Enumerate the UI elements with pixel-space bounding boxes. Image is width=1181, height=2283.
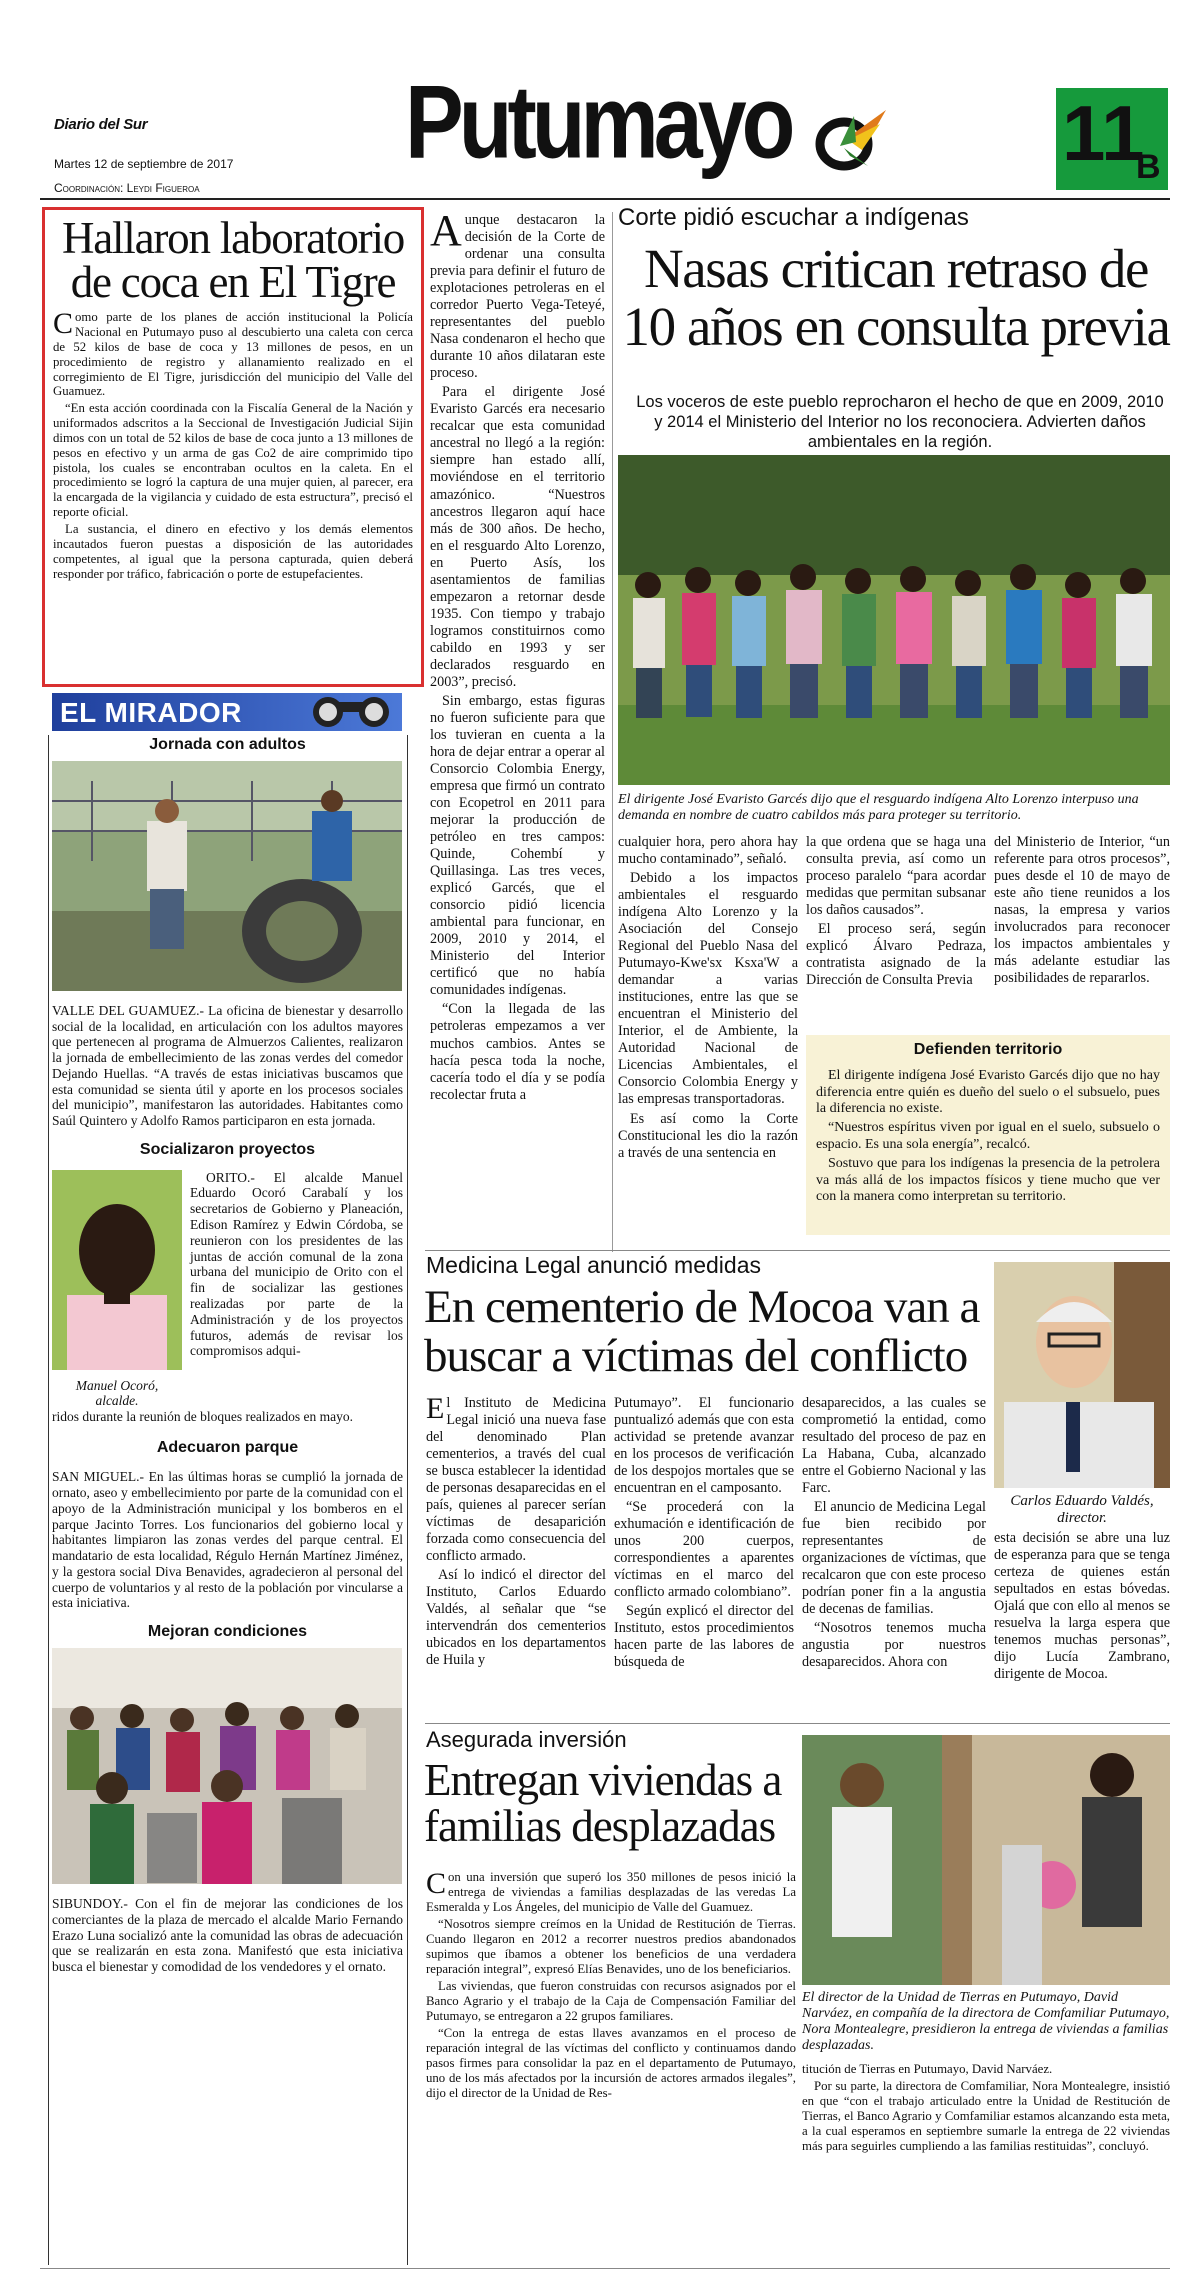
mocoa-column-2 [614,1395,794,1674]
mejoran-heading: Mejoran condiciones [147,1623,308,1641]
viviendas-headline: Entregan viviendas a familias desplazadas [424,1755,782,1851]
nasas-column-3 [806,834,986,991]
mejoran-text: SIBUNDOY.- Con el fin de mejorar las condiciones de los comerciantes de la plaza de mercado el alcalde Mario Fernando Erazo Luna socializó ante la comunidad las obras de adecuación que se realizarán en esta zona. Manifestó que esta iniciativa busca el bienestar y comodidad de los vendedores y el ornato. [52,1895,403,1975]
jornada-photo [52,761,402,991]
nasas-c1-p2: Para el dirigente José Evaristo Garcés era necesario recalcar que esta comunidad ancestral no llegó a la región: siempre han estado allí, moviéndose en el territorio amazónico. “Nuestros ancestros llegaron aquí hace más de 300 años. De hecho, en el resguardo Alto Lorenzo, en Puerto Asís, los asentamientos de familias empezaron a retornar desde 1935. Con tiempo y trabajo logramos constituirnos como cabildo en 1993 y ser declarados resguardo en 2003”, precisó. [430,384,605,690]
nasas-c2-p1: cualquier hora, pero ahora hay mucho contaminado”, señaló. [618,834,798,868]
mocoa-c4-p1: esta decisión se abre una luz de esperanza para que se tenga certeza de quienes están sepultados en estas bóvedas. Ojalá que con ello al menos se resuelva la larga espera que tenemos muchas personas”, dijo Lucía Zambrano, dirigente de Mocoa. [994,1530,1170,1683]
mocoa-c1-p2: Así lo indicó el director del Instituto, Carlos Eduardo Valdés, al señalar que “se intervendrán dos cementerios ubicados en los departamentos de Huila y [426,1567,606,1669]
mocoa-column-1 [426,1392,606,1672]
ocoro-caption: Manuel Ocoró, alcalde. [75,1377,159,1409]
tigre-paragraph-2: “En esta acción coordinada con la Fiscalía General de la Nación y uniformados adscritos a la Seccional de Investigación Judicial Sijin dimos con un total de 52 kilos de base de coca junto a 13 millones de pesos en efectivo y un arma de gas Co2 de aire comprimido tipo pistola, los cuales se encontraban ocultos en la caleta. En el procedimiento se logró la captura de una mujer quien, al parecer, era la encargada de la vigilancia y cuidado de esta estructura”, precisó el reporte oficial. [53,401,413,520]
viviendas-c1-p3: Las viviendas, que fueron construidas con recursos asignados por el Banco Agrario y el trabajo de la Caja de Compensación Familiar del Putumayo, se entregaron a 22 grupos familiares. [426,1978,796,2023]
nasas-c3-p2: El proceso será, según explicó Álvaro Pedraza, contratista asignado de la Dirección de Consulta Previa [806,921,986,989]
tigre-paragraph-3: La sustancia, el dinero en efectivo y los demás elementos incautados fueron puestas a disposición de las autoridades competentes, al igual que la persona capturada, quien deberá responder por tráfico, fabricación o porte de estupefacientes. [53,522,413,581]
territorio-heading: Defienden territorio [913,1041,1063,1058]
tigre-paragraph-1: Como parte de los planes de acción institucional la Policía Nacional en Putumayo puso al descubierto una caleta con cerca de 52 kilos de base de coca y 13 millones de pesos, en un procedimiento de registro y allanamiento realizado en el corregimiento de El Tigre, jurisdicción del municipio del Valle del Guamuez. [53,307,413,399]
mocoa-c3-p3: “Nosotros tenemos mucha angustia por nuestros desaparecidos. Ahora con [802,1620,986,1671]
jornada-text: VALLE DEL GUAMUEZ.- La oficina de bienestar y desarrollo social de la localidad, en articulación con los adultos mayores que pertenecen al programa de Almuerzos Calientes, realizaron la jornada de embellecimiento de las zonas verdes del comedor Dejando Huellas. “A través de estas iniciativas buscamos que esta comunidad se sienta útil y aporte en los procesos sociales del municipio”, manifestaron las autoridades. Habitantes como Saúl Quintero y Adolfo Ramos participaron en esta jornada. [52,1002,403,1129]
viviendas-c1-p2: “Nosotros siempre creímos en la Unidad de Restitución de Tierras. Cuando llegaron en 2012 a recorrer nuestros predios abandonados supimos que íbamos a obtener los beneficios de una verdadera reparación integral”, expresó Elías Benavides, uno de los beneficiarios. [426,1916,796,1976]
page-number: 11 [1062,89,1145,177]
viviendas-photo [802,1735,1170,1985]
nasas-c1-p1: Aunque destacaron la decisión de la Corte de ordenar una consulta previa para definir el futuro de explotaciones petroleras en el corredor Puerto Vega-Teteyé, representantes del pueblo Nasa condenaron el hecho que durante 10 años dilataran este proceso. [430,206,605,382]
nasas-c1-p3: Sin embargo, estas figuras no fueron suficiente para que los tuvieran en cuenta a la hora de dejar entrar a operar al Consorcio Colombia Energy, empresa que firmó un contrato con Ecopetrol en 2011 para mejorar la producción de petróleo en tres campos: Quinde, Cohembí y Quillasinga. Las tres veces, explicó Garcés, que el consorcio pidió licencia ambiental para funcionar, en 2009, 2010 y 2014, el Ministerio del Interior certificó que no había comunidades indígenas. [430,692,605,999]
tigre-article [42,207,424,687]
viviendas-caption: El director de la Unidad de Tierras en Putumayo, David Narváez, en compañía de la directora de Comfamiliar Putumayo, Nora Montealegre, presidieron la entrega de viviendas a familias desplazadas. [802,1990,1170,2054]
section-title: Putumayo [405,62,791,180]
binoculars-icon [308,696,396,728]
socializaron-text: ORITO.- El alcalde Manuel Eduardo Ocoró Carabalí y los secretarios de Gobierno y Planeación, Edison Ramírez y Edwin Córdoba, se reunieron con los presidentes de las juntas de acción comunal de la zona urbana del municipio de Orito con el fin de socializar las gestiones realizadas por parte de la Administración y de los proyectos futuros, además de revisar los compromisos adqui- [190,1169,403,1359]
paper-name: Diario del Sur [54,116,148,133]
adecuaron-text: SAN MIGUEL.- En las últimas horas se cumplió la jornada de ornato, aseo y embellecimiento por parte de la comunidad con el apoyo de la Administración municipal y los bomberos en el parque Jacinto Torres. Los funcionarios del gobierno local y habitantes limpiaron las zonas verdes del parque central. El mandatario de esta localidad, Régulo Hernán Martínez Jiménez, y la gestora social Diva Benavides, agradecieron al personal del cuerpo de voluntarios y al resto de la población por vincularse a esta iniciativa. [52,1469,403,1611]
socializaron-heading: Socializaron proyectos [139,1140,316,1158]
mirador-title: EL MIRADOR [60,697,242,728]
nasas-caption: El dirigente José Evaristo Garcés dijo que el resguardo indígena Alto Lorenzo interpuso una demanda en nombre de cuatro cabildos más para proteger su territorio. [618,792,1139,824]
page-letter: B [1136,148,1161,186]
mirador-right-rule [407,735,408,2265]
mocoa-c2-p3: Según explicó el director del Instituto, estos procedimientos hacen parte de las labores de búsqueda de [614,1603,794,1671]
viviendas-column-2 [802,2062,1170,2156]
viviendas-kicker: Asegurada inversión [426,1727,627,1752]
nasas-c2-p3: Es así como la Corte Constitucional les dio la razón a través de una sentencia en [618,1110,798,1161]
nasas-column-1 [430,206,605,1106]
nasas-col-rule [612,212,613,1252]
header-rule [40,198,1170,200]
territorio-box [806,1035,1170,1235]
nasas-column-4 [994,834,1170,989]
flower-logo-icon [810,96,890,186]
tigre-headline: Hallaron laboratorio de coca en El Tigre [61,213,405,308]
mocoa-headline: En cementerio de Mocoa van a buscar a víctimas del conflicto [424,1281,980,1383]
mocoa-column-4 [994,1530,1170,1685]
territorio-p2: “Nuestros espíritus viven por igual en el suelo, subsuelo o espacio. Es una sola energía”, recalcó. [816,1120,1160,1152]
coordination: Coordinación: Leydi Figueroa [54,181,200,195]
mirador-banner [52,693,402,731]
page-bottom-rule [40,2268,1170,2269]
mocoa-top-rule [425,1250,1170,1251]
socializaron-text-end: ridos durante la reunión de bloques realizados en mayo. [52,1408,354,1424]
mocoa-c2-p2: “Se procederá con la exhumación e identificación de unos 200 cuerpos, correspondientes a aparentes víctimas en el marco del conflicto armado colombiano”. [614,1499,794,1601]
viviendas-c1-p1: Con una inversión que superó los 350 millones de pesos inició la entrega de viviendas a familias desplazadas de las veredas La Esmeralda y Los Ángeles, del municipio de Valle del Guamuez. [426,1867,796,1914]
nasas-photo [618,455,1170,785]
ocoro-photo [52,1170,182,1370]
nasas-c1-p4: “Con la llegada de las petroleras empezamos a ver muchos cambios. Antes se hacía pesca toda la noche, cacería todo el día y se podía recolectar fruta a [430,1001,605,1103]
nasas-headline: Nasas critican retraso de 10 años en consulta previa [622,238,1170,357]
nasas-kicker: Corte pidió escuchar a indígenas [618,204,969,231]
page-number-badge [1056,88,1168,190]
nasas-subtitle: Los voceros de este pueblo reprocharon el hecho de que en 2009, 2010 y 2014 el Ministerio del Interior no los reconociera. Advierten daños ambientales en la región. [636,393,1164,452]
valdes-photo [994,1262,1170,1488]
mocoa-column-3 [802,1395,986,1674]
mirador-column [52,736,403,1977]
nasas-column-2 [618,834,798,1164]
mocoa-c3-p1: desaparecidos, a las cuales se comprometió la entidad, como resultado del proceso de paz en La Habana, Cuba, alcanzado entre el Gobierno Nacional y las Farc. [802,1395,986,1497]
jornada-heading: Jornada con adultos [149,736,306,753]
viviendas-column-1 [426,1867,796,2103]
territorio-p1: El dirigente indígena José Evaristo Garcés dijo que no hay diferencia entre quién es dueño del suelo o el subsuelo, pues la diferencia no existe. [816,1067,1160,1117]
mocoa-kicker: Medicina Legal anunció medidas [426,1252,761,1278]
viviendas-c1-p4: “Con la entrega de estas llaves avanzamos en el proceso de reparación integral de las víctimas del conflicto y continuamos dando pasos firmes para consolidar la paz en el departamento de Putumayo, uno de los más afectados por la incursión de actores armados ilegales”, dijo el director de la Unidad de Res- [426,2025,796,2100]
mocoa-c3-p2: El anuncio de Medicina Legal fue bien recibido por representantes de organizaciones de víctimas, que recalcaron que con este proceso podrían poner fin a la angustia de decenas de familias. [802,1499,986,1618]
masthead [0,0,1181,205]
mocoa-c2-p1: Putumayo”. El funcionario puntualizó además que con esta actividad se pretende avanzar en los procesos de verificación de los despojos mortales que se encuentran en el camposanto. [614,1395,794,1497]
mirador-left-rule [48,735,49,2265]
adecuaron-heading: Adecuaron parque [156,1438,299,1456]
viviendas-c2-p2: Por su parte, la directora de Comfamiliar, Nora Montealegre, insistió en que “con el trabajo articulado entre la Unidad de Restitución de Tierras, el Banco Agrario y Comfamiliar estamos alcanzando esta meta, a la cual esperamos en septiembre sumarle la entrega de 22 viviendas más para seguirles cumpliendo a las familias restituidas”, concluyó. [802,2078,1170,2153]
territorio-p3: Sostuvo que para los indígenas la presencia de la petrolera va más allá de los impactos físicos y tiene mucho que ver con la manera como interpretan su territorio. [816,1155,1160,1205]
viviendas-c2-p1: titución de Tierras en Putumayo, David Narváez. [802,2062,1053,2076]
nasas-c3-p1: la que ordena que se haga una consulta previa, así como un proceso paralelo “para acordar medidas que permitan subsanar los daños causados”. [806,834,986,919]
viviendas-top-rule [425,1723,1170,1724]
mocoa-c1-p1: El Instituto de Medicina Legal inició una nueva fase del denominado Plan cementerios, a través del cual se busca establecer la identidad de personas desaparecidas en el país, quienes al parecer serían víctimas de desaparición forzada como consecuencia del conflicto armado. [426,1392,606,1565]
valdes-caption: Carlos Eduardo Valdés, director. [1010,1493,1154,1527]
nasas-c4-p1: del Ministerio de Interior, “un referente para otros procesos”, pues desde el 10 de mayo de este año tiene reunidos a los nasas, la empresa y varios involucrados para reconocer los impactos ambientales y más adelante estudiar las posibilidades de repararlos. [994,834,1170,987]
nasas-c2-p2: Debido a los impactos ambientales el resguardo indígena Alto Lorenzo y la Asociación del Consejo Regional del Pueblo Nasa del Putumayo-Kwe'sx Ksxa'W a demandar a varias instituciones, entre las que se encuentran el Ministerio del Interior, el de Ambiente, la Autoridad Nacional de Licencias Ambientales, el Consorcio Colombia Energy y las empresas transportadoras. [618,870,798,1108]
mejoran-photo [52,1648,402,1884]
issue-date: Martes 12 de septiembre de 2017 [54,157,234,171]
